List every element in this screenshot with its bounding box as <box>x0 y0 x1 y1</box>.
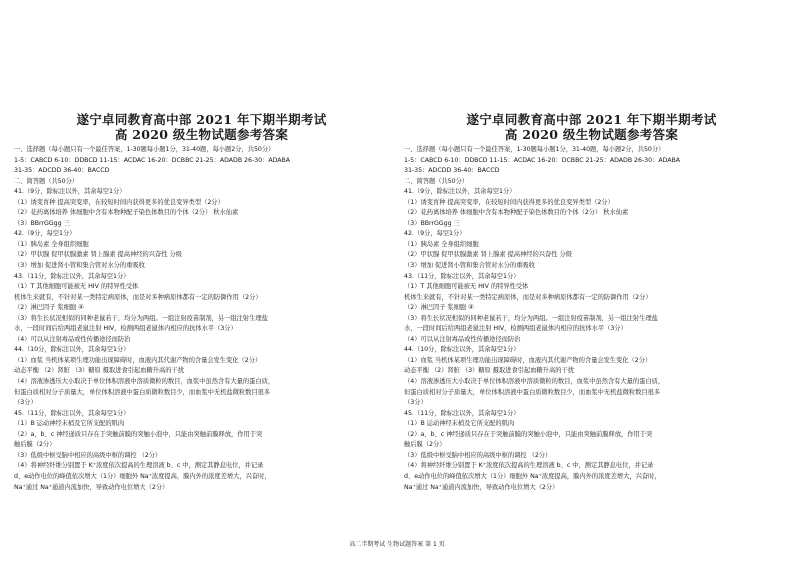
answer-line: （1）T 其他细胞可能被无 HIV 的特异性受体 <box>14 283 139 291</box>
answer-line: 动态平衡 （2）肾脏 （3）糖原 摄取进食引起血糖升高的干扰 <box>14 367 184 375</box>
answer-line: 一、选择题（每小题只有一个最佳答案，1-30题每小题1分，31-40题，每小题2分，共50分） <box>14 146 275 153</box>
answer-column-left <box>14 112 389 527</box>
answer-line: 二、简答题（共50分） <box>404 177 469 185</box>
answer-line: （3）将生长状况相似的同种老鼠若干，均分为两组。一组注射疫苗制剂，另一组注射生理盐 <box>14 314 268 322</box>
answer-line: 机体生来就有，不针对某一类特定病原体，而是对多种病原体都有一定的防御作用（2分） <box>14 293 262 301</box>
answer-line: （1）T 其他细胞可能被无 HIV 的特异性受体 <box>404 283 529 291</box>
answer-line: 水，一段时间后给两组老鼠注射 HIV，检测两组老鼠体内相应的抗体水平（3分） <box>404 325 627 333</box>
answer-line: （3）将生长状况相似的同种老鼠若干，均分为两组。一组注射疫苗制剂，另一组注射生理盐 <box>404 314 658 322</box>
answer-line: 45.（11分，除标注以外，其余每空1分） <box>404 409 520 417</box>
answer-line: （2）淋巴因子 浆细胞 ④ <box>404 304 474 312</box>
answer-line: 1-5：CABCD 6-10：DDBCD 11-15：ACDAC 16-20：DCBBC 21-25：ADADB 26-30：ADABA <box>404 156 681 164</box>
answer-line: （4）将神经纤维分别置于 K⁺浓度依次提高的生理溶液 b、c 中，测定其静息电位，并记录 <box>404 462 654 470</box>
answer-line: 一、选择题（每小题只有一个最佳答案，1-30题每小题1分，31-40题，每小题2分，共50分） <box>404 146 665 153</box>
answer-line: 45.（11分，除标注以外，其余每空1分） <box>14 409 130 417</box>
answer-column-right <box>404 112 779 527</box>
answer-line: 动态平衡 （2）肾脏 （3）糖原 摄取进食引起血糖升高的干扰 <box>404 367 574 375</box>
answer-line: （3）BBrrGGgg 三 <box>14 219 70 227</box>
answer-lines <box>14 145 389 493</box>
answer-line: （4）溶液渗透压大小取决于单位体积溶液中溶质微粒的数目，血浆中虽然含有大量的蛋白质， <box>14 378 275 386</box>
answer-line: 31-35：ADCDD 36-40：BACCD <box>14 167 110 175</box>
answer-line: （1）血浆 当机体某项生理功能出现障碍时，血液内其代谢产物的含量会发生变化（2分） <box>404 356 652 364</box>
answer-line: （3分） <box>14 399 37 407</box>
answer-line: 41.（9分，除标注以外，其余每空1分） <box>14 188 126 196</box>
answer-line: Na⁺通过 Na⁺通道内流加快，导致动作电位增大（2分） <box>14 483 169 491</box>
answer-line: 触后膜（2分） <box>404 441 446 449</box>
answer-line: （3分） <box>404 399 427 407</box>
answer-line: （4）将神经纤维分别置于 K⁺浓度依次提高的生理溶液 b、c 中，测定其静息电位，并记录 <box>14 462 264 470</box>
doc-title-line2: 高 2020 级生物试题参考答案 <box>114 127 289 142</box>
answer-line: 43.（11分，除标注以外，其余每空1分） <box>14 272 130 280</box>
answer-line: （1）B 运动神经末梢及它所支配的肌肉 <box>14 420 125 428</box>
doc-title-line2: 高 2020 级生物试题参考答案 <box>504 127 679 142</box>
answer-line: （2）花药离体培养 体细胞中含有本物种配子染色体数目的个体（2分） 秋水仙素 <box>404 209 629 217</box>
answer-line: （2）淋巴因子 浆细胞 ④ <box>14 304 84 312</box>
answer-line: （4）可以从注射毒品或性传播途径而防治 <box>14 335 131 343</box>
answer-line: 触后膜（2分） <box>14 441 56 449</box>
answer-line: 但蛋白质相对分子质量大，单位体积溶液中蛋白质微粒数目少，而血浆中无机盐微粒数目很多 <box>14 388 271 396</box>
answer-line: 二、简答题（共50分） <box>14 177 79 185</box>
answer-line: （1）血浆 当机体某项生理功能出现障碍时，血液内其代谢产物的含量会发生变化（2分） <box>14 356 262 364</box>
answer-line: 31-35：ADCDD 36-40：BACCD <box>404 167 500 175</box>
answer-line: （1）诱变育种 提高突变率，在较短时间内获得更多的优良变异类型（2分） <box>14 198 224 206</box>
answer-line: 水，一段时间后给两组老鼠注射 HIV，检测两组老鼠体内相应的抗体水平（3分） <box>14 325 237 333</box>
answer-line: （3）低级中枢受脑中相应的高级中枢的调控 （2分） <box>14 451 162 459</box>
answer-line: 1-5：CABCD 6-10：DDBCD 11-15：ACDAC 16-20：DCBBC 21-25：ADADB 26-30：ADABA <box>14 156 291 164</box>
answer-line: 41.（9分，除标注以外，其余每空1分） <box>404 188 516 196</box>
page-footer: 高二半期考试 生物试题答案 第 1 页 <box>349 541 445 548</box>
answer-line: （4）可以从注射毒品或性传播途径而防治 <box>404 335 521 343</box>
answer-line: （1）胰岛素 全身组织细胞 <box>14 240 89 248</box>
answer-line: （1）诱变育种 提高突变率，在较短时间内获得更多的优良变异类型（2分） <box>404 198 614 206</box>
answer-line: （3）增加 促进肾小管和集合管对水分的重吸收 <box>14 262 145 270</box>
answer-line: 42.（9分，每空1分） <box>404 230 466 238</box>
answer-line: （4）溶液渗透压大小取决于单位体积溶液中溶质微粒的数目，血浆中虽然含有大量的蛋白质， <box>404 378 665 386</box>
answer-line: 44.（10分，除标注以外，其余每空1分） <box>404 346 520 354</box>
answer-line: （3）增加 促进肾小管和集合管对水分的重吸收 <box>404 262 535 270</box>
answer-line: d、e动作电位的峰值依次增大（1分）细胞外 Na⁺浓度提高，膜内外的浓度差增大，兴奋时， <box>404 472 661 480</box>
answer-line: 机体生来就有，不针对某一类特定病原体，而是对多种病原体都有一定的防御作用（2分） <box>404 293 652 301</box>
answer-line: （2）a、b、c 神经递质只存在于突触前膜的突触小泡中，只能由突触前膜释放，作用于突 <box>14 430 263 438</box>
answer-line: （2）a、b、c 神经递质只存在于突触前膜的突触小泡中，只能由突触前膜释放，作用于突 <box>404 430 653 438</box>
answer-line: 42.（9分，每空1分） <box>14 230 76 238</box>
answer-line: （1）胰岛素 全身组织细胞 <box>404 240 479 248</box>
answer-line: （2）花药离体培养 体细胞中含有本物种配子染色体数目的个体（2分） 秋水仙素 <box>14 209 239 217</box>
doc-title-line1: 遂宁卓同教育高中部 2021 年下期半期考试 <box>76 112 327 127</box>
doc-title-line1: 遂宁卓同教育高中部 2021 年下期半期考试 <box>466 112 717 127</box>
answer-line: Na⁺通过 Na⁺通道内流加快，导致动作电位增大（2分） <box>404 483 559 491</box>
answer-line: 但蛋白质相对分子质量大，单位体积溶液中蛋白质微粒数目少，而血浆中无机盐微粒数目很多 <box>404 388 661 396</box>
answer-line: 43.（11分，除标注以外，其余每空1分） <box>404 272 520 280</box>
answer-line: （2）甲状腺 促甲状腺激素 肾上腺素 提高神经的兴奋性 分级 <box>14 251 182 259</box>
answer-line: （2）甲状腺 促甲状腺激素 肾上腺素 提高神经的兴奋性 分级 <box>404 251 572 259</box>
answer-line: 44.（10分，除标注以外，其余每空1分） <box>14 346 130 354</box>
answer-line: （3）低级中枢受脑中相应的高级中枢的调控 （2分） <box>404 451 552 459</box>
answer-line: （1）B 运动神经末梢及它所支配的肌肉 <box>404 420 515 428</box>
answer-line: （3）BBrrGGgg 三 <box>404 219 460 227</box>
answer-line: d、e动作电位的峰值依次增大（1分）细胞外 Na⁺浓度提高，膜内外的浓度差增大，兴奋时， <box>14 472 271 480</box>
answer-lines <box>404 145 779 493</box>
